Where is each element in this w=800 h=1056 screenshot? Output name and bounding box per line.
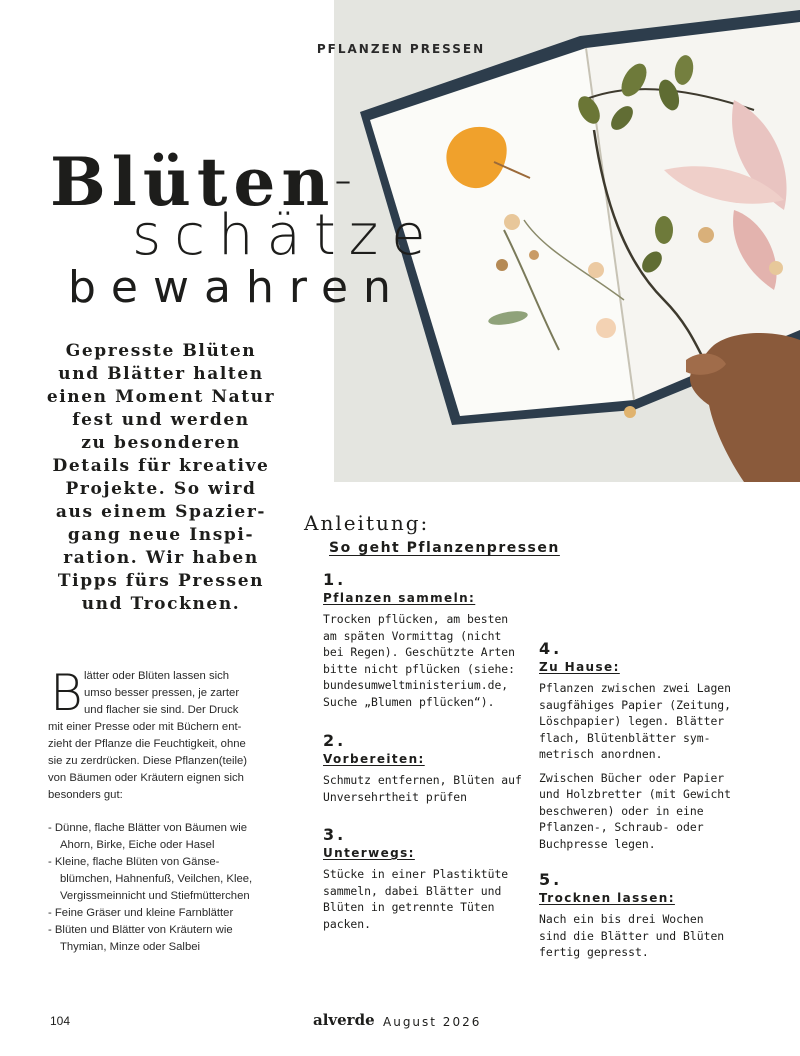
list-item: blümchen, Hahnenfuß, Veilchen, Klee, — [60, 873, 253, 885]
intro-line: Gepresste Blüten — [65, 341, 257, 361]
step-number: 2. — [323, 731, 347, 750]
step-2 — [323, 731, 543, 805]
intro-paragraph — [46, 340, 276, 616]
intro-line: fest und werden — [72, 410, 250, 430]
step-5 — [539, 870, 759, 961]
list-item: - Blüten und Blätter von Kräutern wie — [48, 924, 233, 936]
step-line: saugfähiges Papier (Zeitung, — [539, 697, 732, 712]
step-number: 4. — [539, 639, 563, 658]
step-line: beschweren) oder in eine — [539, 803, 704, 818]
body-line: sie zu zerdrücken. Diese Pflanzen(teile) — [48, 755, 248, 767]
intro-line: und Trocknen. — [81, 594, 241, 614]
step-line: Stücke in einer Plastiktüte — [323, 867, 509, 881]
step-line: sammeln, dabei Blätter und — [323, 883, 502, 898]
body-line: mit einer Presse oder mit Büchern ent- — [48, 721, 242, 733]
step-line: bitte nicht pflücken (siehe: — [323, 661, 516, 676]
step-line: Buchpresse legen. — [539, 836, 656, 851]
step-line: bei Regen). Geschützte Arten — [323, 645, 516, 659]
step-title: Vorbereiten: — [323, 752, 425, 766]
body-line: und flacher sie sind. Der Druck — [84, 704, 239, 716]
intro-line: ration. Wir haben — [63, 548, 259, 568]
body-line: zieht der Pflanze die Feuchtigkeit, ohne — [48, 738, 246, 750]
step-line: Pflanzen-, Schraub- oder — [539, 820, 704, 834]
step-3 — [323, 825, 543, 932]
step-number: 5. — [539, 870, 563, 889]
intro-line: aus einem Spazier- — [55, 502, 267, 522]
intro-line: Tipps fürs Pressen — [57, 571, 265, 591]
step-title: Unterwegs: — [323, 846, 415, 860]
step-line: Blüten in getrennte Tüten — [323, 900, 495, 914]
brand-logo: alverde — [313, 1011, 375, 1029]
list-item: - Kleine, flache Blüten von Gänse- — [48, 856, 220, 868]
step-number: 3. — [323, 825, 347, 844]
step-title: Zu Hause: — [539, 660, 620, 674]
step-line: und Holzbretter (mit Gewicht — [539, 787, 732, 801]
body-line: lätter oder Blüten lassen sich — [84, 670, 230, 682]
body-line: umso besser pressen, je zarter — [84, 687, 240, 699]
list-item: - Feine Gräser und kleine Farnblätter — [48, 907, 234, 919]
list-item: Ahorn, Birke, Eiche oder Hasel — [60, 839, 215, 851]
headline-line2: schätze — [132, 203, 439, 268]
headline-dash: - — [334, 150, 353, 208]
step-line: bundesumweltministerium.de, — [323, 678, 509, 692]
body-line: besonders gut: — [48, 789, 123, 801]
headline-line1: Blüten — [50, 143, 336, 221]
intro-line: und Blätter halten — [58, 364, 264, 384]
step-line: Suche „Blumen pflücken“). — [323, 694, 495, 709]
step-1 — [323, 570, 543, 710]
step-title: Pflanzen sammeln: — [323, 591, 476, 605]
page-number: 104 — [50, 1014, 71, 1028]
plant-list — [48, 820, 318, 956]
drop-cap: B — [50, 664, 83, 722]
step-title: Trocknen lassen: — [539, 891, 675, 905]
step-line: Trocken pflücken, am besten — [323, 612, 509, 626]
step-line: Pflanzen zwischen zwei Lagen — [539, 681, 732, 695]
intro-line: zu besonderen — [81, 433, 241, 453]
paragraph-gap — [539, 763, 759, 770]
intro-line: einen Moment Natur — [46, 387, 276, 407]
step-line: sind die Blätter und Blüten — [539, 928, 725, 943]
step-4 — [539, 639, 759, 852]
headline-line3: bewahren — [68, 262, 406, 313]
step-line: packen. — [323, 916, 372, 931]
step-number: 1. — [323, 570, 347, 589]
step-line: Unversehrtheit prüfen — [323, 789, 468, 804]
instructions-title: Anleitung: — [304, 511, 430, 535]
intro-line: Projekte. So wird — [65, 479, 257, 499]
section-kicker: PFLANZEN PRESSEN — [316, 42, 486, 56]
step-line: metrisch anordnen. — [539, 747, 663, 761]
step-line: flach, Blütenblätter sym- — [539, 730, 711, 745]
step-line: Schmutz entfernen, Blüten auf — [323, 773, 522, 787]
step-line: am späten Vormittag (nicht — [323, 628, 502, 643]
body-column — [48, 664, 318, 956]
step-line: fertig gepresst. — [539, 945, 649, 959]
intro-line: gang neue Inspi- — [67, 525, 255, 545]
list-item: Vergissmeinnicht und Stiefmütterchen — [60, 890, 250, 902]
issue-date: August 2026 — [383, 1015, 482, 1029]
list-item: - Dünne, flache Blätter von Bäumen wie — [48, 822, 248, 834]
instructions-subtitle: So geht Pflanzenpressen — [329, 540, 560, 556]
list-item: Thymian, Minze oder Salbei — [60, 941, 201, 953]
step-line: Nach ein bis drei Wochen — [539, 912, 704, 926]
step-line: Zwischen Bücher oder Papier — [539, 770, 725, 785]
body-line: von Bäumen oder Kräutern eignen sich — [48, 772, 244, 784]
step-line: Löschpapier) legen. Blätter — [539, 714, 725, 728]
intro-line: Details für kreative — [52, 456, 270, 476]
